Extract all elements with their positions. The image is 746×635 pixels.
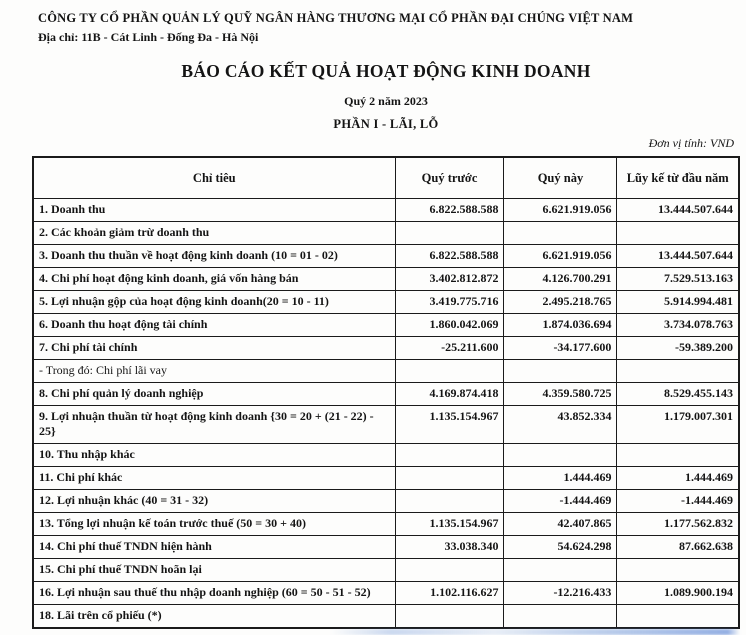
cell-quy-nay: 42.407.865	[504, 513, 617, 536]
header-luy-ke: Lũy kế từ đầu năm	[617, 157, 739, 199]
report-period: Quý 2 năm 2023	[344, 94, 428, 108]
cell-luy-ke: 1.179.007.301	[617, 406, 739, 444]
cell-quy-truoc	[395, 490, 504, 513]
cell-quy-truoc: 33.038.340	[395, 536, 504, 559]
row-label: 14. Chi phí thuế TNDN hiện hành	[33, 536, 395, 559]
row-label: 1. Doanh thu	[33, 199, 395, 222]
cell-quy-nay: 1.874.036.694	[504, 314, 617, 337]
company-address: Địa chỉ: 11B - Cát Linh - Đống Đa - Hà Nội	[38, 30, 259, 44]
row-label: 12. Lợi nhuận khác (40 = 31 - 32)	[33, 490, 395, 513]
cell-luy-ke: 1.089.900.194	[617, 582, 739, 605]
table-row	[33, 245, 739, 268]
cell-quy-nay: 4.126.700.291	[504, 268, 617, 291]
cell-quy-truoc: 6.822.588.588	[395, 245, 504, 268]
cell-luy-ke: 1.444.469	[617, 467, 739, 490]
cell-quy-truoc: 3.402.812.872	[395, 268, 504, 291]
cell-quy-nay: -1.444.469	[504, 490, 617, 513]
report-title: BÁO CÁO KẾT QUẢ HOẠT ĐỘNG KINH DOANH	[181, 61, 591, 81]
cell-quy-truoc: 1.102.116.627	[395, 582, 504, 605]
cell-quy-nay: 6.621.919.056	[504, 199, 617, 222]
cell-quy-nay: 2.495.218.765	[504, 291, 617, 314]
cell-luy-ke: 13.444.507.644	[617, 245, 739, 268]
cell-quy-truoc	[395, 605, 504, 629]
cell-quy-nay	[504, 360, 617, 383]
cell-quy-truoc	[395, 444, 504, 467]
cell-quy-truoc: 4.169.874.418	[395, 383, 504, 406]
cell-quy-truoc: 3.419.775.716	[395, 291, 504, 314]
cell-luy-ke: 7.529.513.163	[617, 268, 739, 291]
table-row	[33, 513, 739, 536]
table-header-row	[33, 157, 739, 199]
row-label: 16. Lợi nhuận sau thuế thu nhập doanh nghiệp (60 = 50 - 51 - 52)	[33, 582, 395, 605]
cell-quy-truoc	[395, 467, 504, 490]
table-row	[33, 291, 739, 314]
cell-quy-truoc: 1.135.154.967	[395, 406, 504, 444]
table-row	[33, 222, 739, 245]
table-row	[33, 467, 739, 490]
row-label: 6. Doanh thu hoạt động tài chính	[33, 314, 395, 337]
row-label: 4. Chi phí hoạt động kinh doanh, giá vốn hàng bán	[33, 268, 395, 291]
cell-quy-truoc	[395, 559, 504, 582]
cell-quy-nay: 54.624.298	[504, 536, 617, 559]
cell-quy-nay: 43.852.334	[504, 406, 617, 444]
table-row	[33, 337, 739, 360]
currency-unit-note: Đơn vị tính: VND	[648, 136, 734, 150]
cell-luy-ke: -1.444.469	[617, 490, 739, 513]
row-label: 18. Lãi trên cổ phiếu (*)	[33, 605, 395, 629]
cell-quy-truoc: 6.822.588.588	[395, 199, 504, 222]
cell-luy-ke: 1.177.562.832	[617, 513, 739, 536]
header-chi-tieu: Chỉ tiêu	[33, 157, 395, 199]
report-table-body	[33, 199, 739, 629]
table-row	[33, 314, 739, 337]
cell-quy-nay: 1.444.469	[504, 467, 617, 490]
table-row	[33, 268, 739, 291]
cell-luy-ke: 3.734.078.763	[617, 314, 739, 337]
header-quy-truoc: Quý trước	[395, 157, 504, 199]
cell-quy-truoc	[395, 222, 504, 245]
cell-quy-truoc: 1.860.042.069	[395, 314, 504, 337]
cell-quy-nay	[504, 559, 617, 582]
table-row	[33, 582, 739, 605]
header-quy-nay: Quý này	[504, 157, 617, 199]
cell-luy-ke: 5.914.994.481	[617, 291, 739, 314]
table-row	[33, 406, 739, 444]
row-label: 13. Tổng lợi nhuận kế toán trước thuế (50 = 30 + 40)	[33, 513, 395, 536]
company-name: CÔNG TY CỔ PHẦN QUẢN LÝ QUỸ NGÂN HÀNG THƯƠNG MẠI CỔ PHẦN ĐẠI CHÚNG VIỆT NAM	[38, 11, 634, 25]
row-label: 8. Chi phí quản lý doanh nghiệp	[33, 383, 395, 406]
table-row	[33, 605, 739, 629]
cell-luy-ke	[617, 222, 739, 245]
cell-luy-ke	[617, 559, 739, 582]
row-label: 9. Lợi nhuận thuần từ hoạt động kinh doanh {30 = 20 + (21 - 22) - 25}	[33, 406, 395, 444]
row-label: 5. Lợi nhuận gộp của hoạt động kinh doanh(20 = 10 - 11)	[33, 291, 395, 314]
table-row	[33, 383, 739, 406]
table-row	[33, 490, 739, 513]
cell-luy-ke	[617, 444, 739, 467]
cell-quy-nay	[504, 605, 617, 629]
row-label: - Trong đó: Chi phí lãi vay	[33, 360, 395, 383]
cell-quy-nay	[504, 444, 617, 467]
row-label: 7. Chi phí tài chính	[33, 337, 395, 360]
row-label: 15. Chi phí thuế TNDN hoãn lại	[33, 559, 395, 582]
income-statement-table	[32, 156, 740, 629]
cell-quy-truoc: 1.135.154.967	[395, 513, 504, 536]
cell-luy-ke: 13.444.507.644	[617, 199, 739, 222]
row-label: 10. Thu nhập khác	[33, 444, 395, 467]
row-label: 3. Doanh thu thuần về hoạt động kinh doanh (10 = 01 - 02)	[33, 245, 395, 268]
cell-luy-ke: 87.662.638	[617, 536, 739, 559]
cell-quy-nay: -12.216.433	[504, 582, 617, 605]
cell-quy-nay	[504, 222, 617, 245]
table-row	[33, 360, 739, 383]
cell-quy-nay: 6.621.919.056	[504, 245, 617, 268]
cell-luy-ke	[617, 605, 739, 629]
report-section: PHẦN I - LÃI, LỖ	[333, 117, 439, 131]
row-label: 2. Các khoản giảm trừ doanh thu	[33, 222, 395, 245]
cell-quy-nay: 4.359.580.725	[504, 383, 617, 406]
table-row	[33, 536, 739, 559]
row-label: 11. Chi phí khác	[33, 467, 395, 490]
table-row	[33, 444, 739, 467]
cell-quy-truoc	[395, 360, 504, 383]
scan-ink-artifact	[330, 629, 740, 635]
cell-luy-ke: 8.529.455.143	[617, 383, 739, 406]
cell-luy-ke	[617, 360, 739, 383]
table-row	[33, 559, 739, 582]
cell-quy-truoc: -25.211.600	[395, 337, 504, 360]
cell-quy-nay: -34.177.600	[504, 337, 617, 360]
table-row	[33, 199, 739, 222]
cell-luy-ke: -59.389.200	[617, 337, 739, 360]
